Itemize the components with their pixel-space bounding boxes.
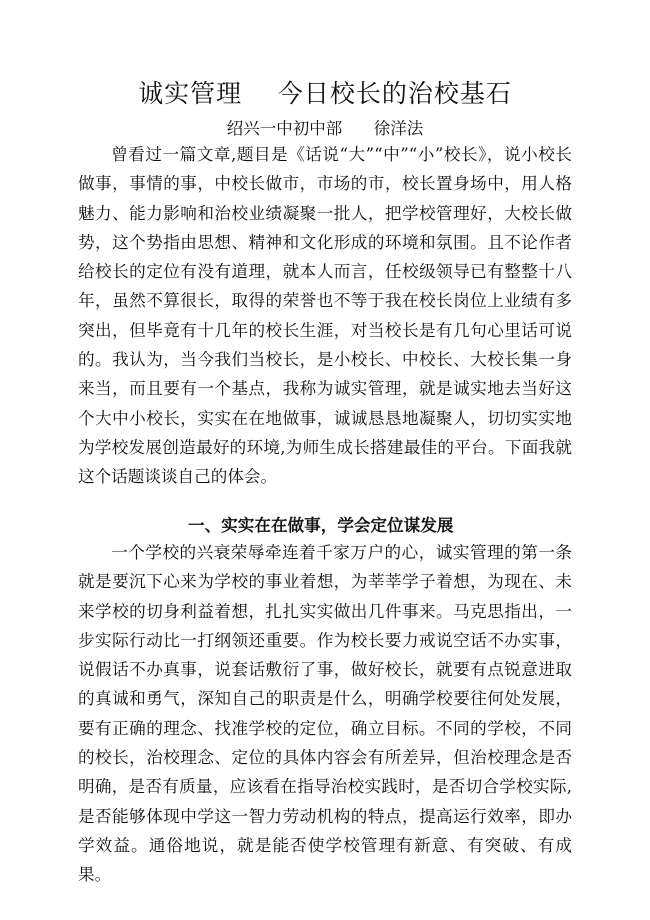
intro-paragraph: 曾看过一篇文章,题目是《话说“大”“中”“小”校长》，说小校长做事，事情的事，中校长做市，市场的市，校长置身场中，用人格魅力、能力影响和治校业绩凝聚一批人，把学校管理好，大校长做势，这个势指由思想、精神和文化形成的环境和氛围。且不论作者给校长的定位有没有道理，就本人而言，任校级领导已有整整十八年，虽然不算很长，取得的荣誉也不等于我在校长岗位上业绩有多突出，但毕竟有十几年的校长生涯，对当校长是有几句心里话可说的。我认为，当今我们当校长，是小校长、中校长、大校长集一身来当，而且要有一个基点，我称为诚实管理，就是诚实地去当好这个大中小校长，实实在在地做事，诚诚恳恳地凝聚人，切切实实地为学校发展创造最好的环境,为师生成长搭建最佳的平台。下面我就这个话题谈谈自己的体会。 bbox=[78, 145, 572, 487]
author-byline: 绍兴一中初中部 徐洋法 bbox=[226, 119, 424, 138]
section-paragraph: 一个学校的兴衰荣辱牵连着千家万户的心，诚实管理的第一条就是要沉下心来为学校的事业着想，为莘莘学子着想，为现在、未来学校的切身利益着想，扎扎实实做出几件事来。马克思指出，一步实际行动比一打纲领还重要。作为校长要力戒说空话不办实事，说假话不办真事，说套话敷衍了事，做好校长，就要有点锐意进取的真诚和勇气，深知自己的职责是什么，明确学校要往何处发展，要有正确的理念、找准学校的定位，确立目标。不同的学校，不同的校长，治校理念、定位的具体内容会有所差异，但治校理念是否明确，是否有质量，应该看在指导治校实践时，是否切合学校实际,是否能够体现中学这一智力劳动机构的特点，提高运行效率，即办学效益。通俗地说，就是能否使学校管理有新意、有突破、有成果。 bbox=[78, 543, 572, 885]
article-title: 诚实管理 今日校长的治校基石 bbox=[138, 79, 512, 108]
section-heading: 一、实实在在做事，学会定位谋发展 bbox=[188, 515, 454, 535]
